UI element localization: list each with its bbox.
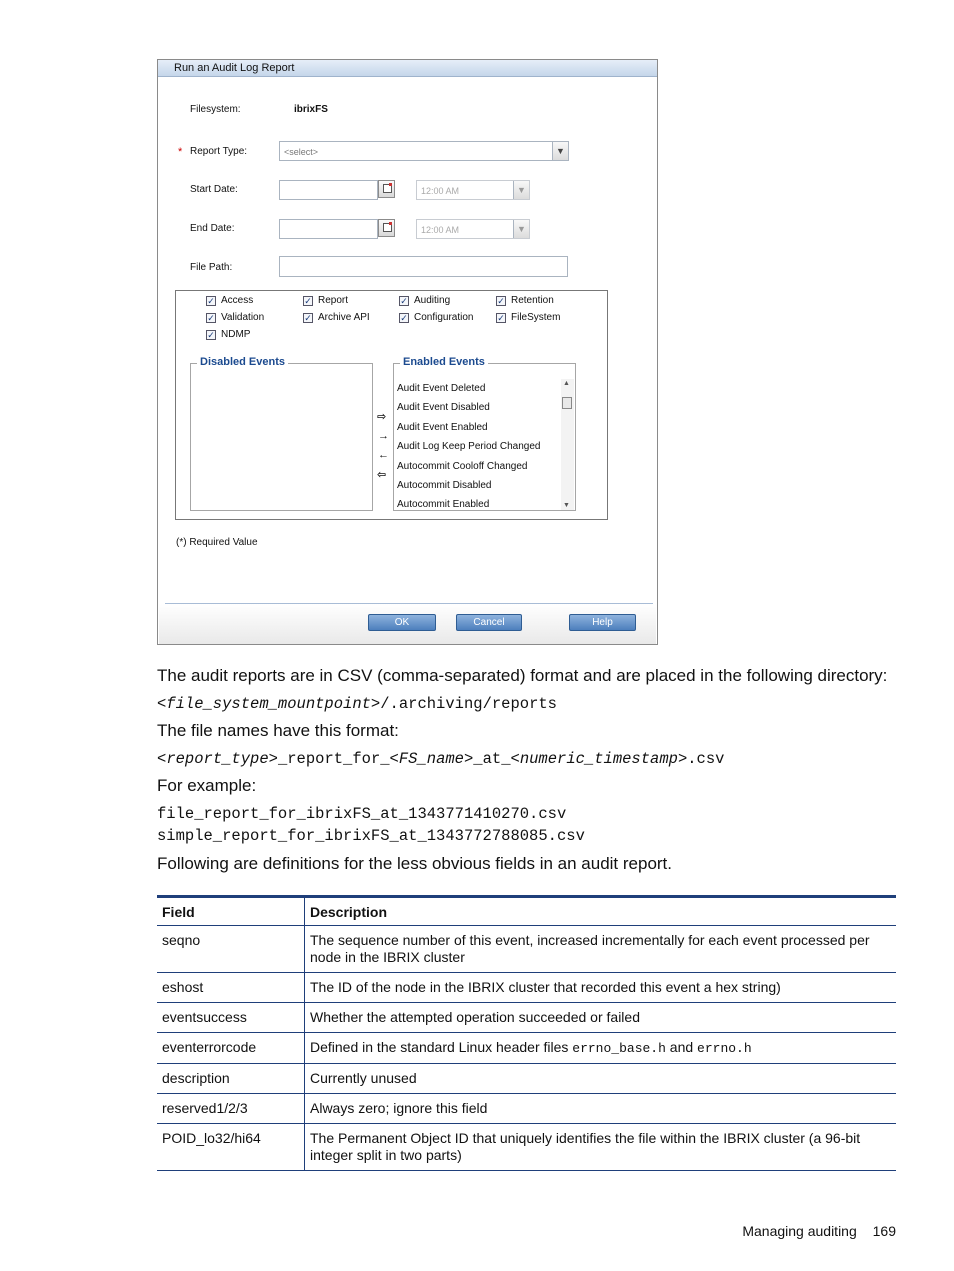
end-time-select[interactable] [416,219,530,239]
table-row: reserved1/2/3 Always zero; ignore this field [157,1094,896,1124]
help-button[interactable]: Help [569,614,636,631]
checkbox-ndmp[interactable]: ✓ NDMP [207,329,251,340]
required-asterisk: * [178,146,183,158]
checkbox-icon[interactable]: ✓ [400,312,408,323]
move-all-right-icon[interactable]: ⇨ [377,411,387,423]
table-row: eventerrorcode Defined in the standard Linux header files errno_base.h and errno.h [157,1033,896,1064]
column-header-field: Field [157,897,305,926]
table-row: seqno The sequence number of this event, increased incrementally for each event processed per node in the IBRIX cluster [157,926,896,973]
table-row: POID_lo32/hi64 The Permanent Object ID that uniquely identifies the file within the IBRIX cluster (a 96-bit integer split in two parts) [157,1124,896,1171]
paragraph-example: For example: [157,776,257,795]
paragraph-intro: The audit reports are in CSV (comma-separated) format and are placed in the following directory: [157,666,888,685]
page-number: 169 [872,1223,896,1239]
checkbox-auditing[interactable]: ✓ Auditing [400,295,451,306]
list-item[interactable]: Autocommit Enabled [397,499,490,511]
chevron-down-icon[interactable]: ▼ [552,142,568,160]
filesystem-value: ibrixFS [294,104,328,115]
start-date-label: Start Date: [190,184,238,195]
report-type-label: Report Type: [190,146,248,157]
table-row: description Currently unused [157,1064,896,1094]
list-item[interactable]: Audit Event Enabled [397,421,488,433]
checkbox-configuration[interactable]: ✓ Configuration [400,312,474,323]
enabled-events-list[interactable] [393,363,576,511]
checkbox-icon[interactable]: ✓ [207,295,215,306]
checkbox-icon[interactable]: ✓ [304,295,312,306]
list-item[interactable]: Audit Event Disabled [397,402,490,414]
calendar-icon[interactable] [378,219,395,237]
path-rest: /.archiving/reports [380,695,557,713]
move-all-left-icon[interactable]: ⇦ [377,469,387,481]
footer-section: Managing auditing [742,1223,857,1239]
checkbox-report[interactable]: ✓ Report [304,295,349,306]
directory-path [157,695,557,713]
checkbox-icon[interactable]: ✓ [207,329,215,340]
file-path-input[interactable] [279,256,568,277]
end-date-input[interactable] [279,219,378,239]
end-date-label: End Date: [190,223,235,234]
list-item[interactable]: Autocommit Disabled [397,479,492,491]
checkbox-icon[interactable]: ✓ [497,312,505,323]
ok-button[interactable]: OK [368,614,436,631]
table-row: eventsuccess Whether the attempted operation succeeded or failed [157,1003,896,1033]
page-footer [742,1223,896,1239]
path-variable: <file_system_mountpoint> [157,695,381,713]
paragraph-definitions: Following are definitions for the less obvious fields in an audit report. [157,854,673,873]
paragraph-format: The file names have this format: [157,721,399,740]
column-header-description: Description [305,897,897,926]
example-filename-1: file_report_for_ibrixFS_at_1343771410270.csv [157,805,567,823]
fields-table [157,895,896,1171]
checkbox-icon[interactable]: ✓ [207,312,215,323]
code-errno-base: errno_base.h [572,1041,666,1056]
scrollbar[interactable] [561,379,574,511]
start-date-input[interactable] [279,180,378,200]
code-errno: errno.h [697,1041,752,1056]
table-header-row [157,897,896,926]
report-type-value: <select> [284,147,319,157]
scroll-down-icon[interactable]: ▼ [563,502,570,509]
checkbox-icon[interactable]: ✓ [400,295,408,306]
events-panel [175,290,608,520]
checkbox-filesystem[interactable]: ✓ FileSystem [497,312,561,323]
move-left-icon[interactable]: ← [378,449,389,461]
checkbox-access[interactable]: ✓ Access [207,295,254,306]
list-item[interactable]: Autocommit Cooloff Changed [397,460,528,472]
end-time-value: 12:00 AM [421,225,460,235]
disabled-events-list[interactable] [190,363,373,511]
list-item[interactable]: Audit Log Keep Period Changed [397,441,541,453]
checkbox-validation[interactable]: ✓ Validation [207,312,265,323]
file-path-label: File Path: [190,262,233,273]
example-filename-2: simple_report_for_ibrixFS_at_1343772788085.csv [157,827,585,845]
filesystem-label: Filesystem: [190,104,241,115]
table-row: eshost The ID of the node in the IBRIX cluster that recorded this event a hex string) [157,973,896,1003]
cancel-button[interactable]: Cancel [456,614,522,631]
dialog-title: Run an Audit Log Report [158,60,657,77]
checkbox-archive-api[interactable]: ✓ Archive API [304,312,370,323]
calendar-icon[interactable] [378,180,395,198]
scroll-up-icon[interactable]: ▲ [563,380,570,387]
enabled-events-legend: Enabled Events [400,356,488,368]
disabled-events-legend: Disabled Events [197,356,288,368]
chevron-down-icon[interactable]: ▼ [513,181,529,199]
filename-format: <report_type>_report_for_<FS_name>_at_<numeric_timestamp>.csv [157,750,725,768]
required-note: (*) Required Value [176,537,258,548]
checkbox-icon[interactable]: ✓ [497,295,505,306]
report-type-select[interactable] [279,141,569,161]
checkbox-icon[interactable]: ✓ [304,312,312,323]
chevron-down-icon[interactable]: ▼ [513,220,529,238]
start-time-select[interactable] [416,180,530,200]
move-right-icon[interactable]: → [378,430,389,442]
audit-report-dialog [157,59,658,645]
list-item[interactable]: Audit Event Deleted [397,383,486,394]
start-time-value: 12:00 AM [421,186,460,196]
checkbox-retention[interactable]: ✓ Retention [497,295,554,306]
scroll-thumb[interactable] [562,397,572,409]
